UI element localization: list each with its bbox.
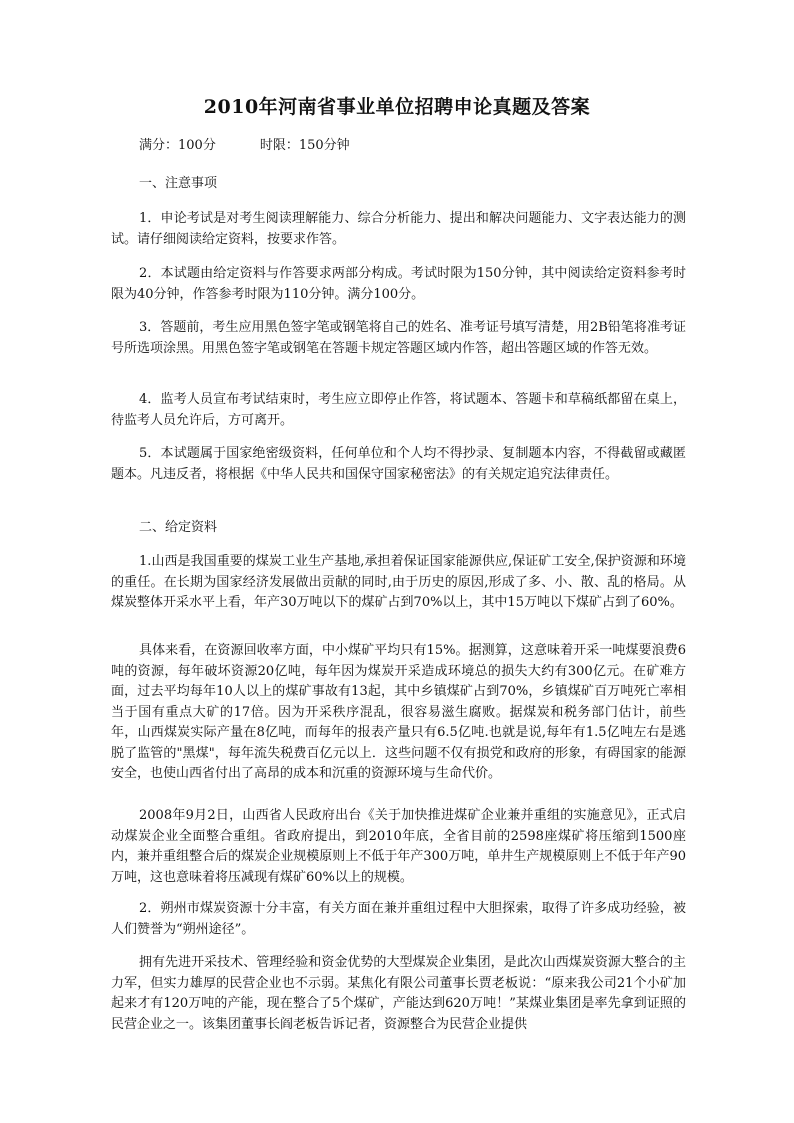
- notice-item: 2．本试题由给定资料与作答要求两部分构成。考试时限为150分钟，其中阅读给定资料参考时限为40分钟，作答参考时限为110分钟。满分100分。: [111, 266, 686, 302]
- exam-meta: [139, 136, 350, 156]
- section-heading-materials: 二、给定资料: [139, 520, 218, 535]
- notice-item: 3．答题前，考生应用黑色签字笔或钢笔将自己的姓名、准考证号填写清楚，用2B铅笔将准考证号所选项涂黑。用黑色签字笔或钢笔在答题卡规定答题区域内作答，超出答题区域的作答无效。: [111, 320, 686, 356]
- notice-item: 1．申论考试是对考生阅读理解能力、综合分析能力、提出和解决问题能力、文字表达能力的测试。请仔细阅读给定资料，按要求作答。: [111, 211, 686, 247]
- material-paragraph: 具体来看，在资源回收率方面，中小煤矿平均只有15%。据测算，这意味着开采一吨煤要浪费6吨的资源，每年破坏资源20亿吨，每年因为煤炭开采造成环境总的损失大约有300亿元。在矿难方面，过去平均每年10人以上的煤矿事故有13起，其中乡镇煤矿占到70%，乡镇煤矿百万吨死亡率相当于国有重点大矿的17倍。因为开采秩序混乱，很容易滋生腐败。据煤炭和税务部门估计，前些年，山西煤炭实际产量在8亿吨，而每年的报表产量只有6.5亿吨.也就是说,每年有1.5亿吨左右是逃脱了监管的"黑煤"，每年流失税费百亿元以上．这些问题不仅有损党和政府的形象，有碍国家的能源安全，也使山西省付出了高昂的成本和沉重的资源环境与生命代价。: [111, 643, 686, 781]
- material-paragraph: 1.山西是我国重要的煤炭工业生产基地,承担着保证国家能源供应,保证矿工安全,保护资源和环境的重任。在长期为国家经济发展做出贡献的同时,由于历史的原因,形成了多、小、散、乱的格局。从煤炭整体开采水平上看，年产30万吨以下的煤矿占到70%以上，其中15万吨以下煤矿占到了60%。: [111, 554, 686, 610]
- section-heading-notes: 一、注意事项: [139, 176, 218, 191]
- notice-item: 4．监考人员宣布考试结束时，考生应立即停止作答，将试题本、答题卡和草稿纸都留在桌上，待监考人员允许后，方可离开。: [111, 392, 686, 428]
- score-label: 满分：100分: [139, 138, 216, 153]
- notice-item: 5．本试题属于国家绝密级资料，任何单位和个人均不得抄录、复制题本内容，不得截留或藏匿题本。凡违反者，将根据《中华人民共和国保守国家秘密法》的有关规定追究法律责任。: [111, 446, 686, 482]
- material-paragraph: 2008年9月2日，山西省人民政府出台《关于加快推进煤矿企业兼并重组的实施意见》，正式启动煤炭企业全面整合重组。省政府提出，到2010年底，全省目前的2598座煤矿将压缩到1500座内，兼并重组整合后的煤炭企业规模原则上不低于年产300万吨，单井生产规模原则上不低于年产90万吨，这也意味着将压减现有煤矿60%以上的规模。: [111, 808, 686, 885]
- time-limit-label: 时限：150分钟: [259, 138, 350, 153]
- material-paragraph: 2．朔州市煤炭资源十分丰富，有关方面在兼并重组过程中大胆探索，取得了许多成功经验，被人们赞誉为“朔州途径”。: [111, 901, 686, 937]
- material-paragraph: 拥有先进开采技术、管理经验和资金优势的大型煤炭企业集团，是此次山西煤炭资源大整合的主力军，但实力雄厚的民营企业也不示弱。某焦化有限公司董事长贾老板说：“原来我公司21个小矿加起来才有120万吨的产能，现在整合了5个煤矿，产能达到620万吨！”某煤业集团是率先拿到证照的民营企业之一。该集团董事长阎老板告诉记者，资源整合为民营企业提供: [111, 955, 686, 1032]
- page-title: 2010年河南省事业单位招聘申论真题及答案: [203, 96, 591, 118]
